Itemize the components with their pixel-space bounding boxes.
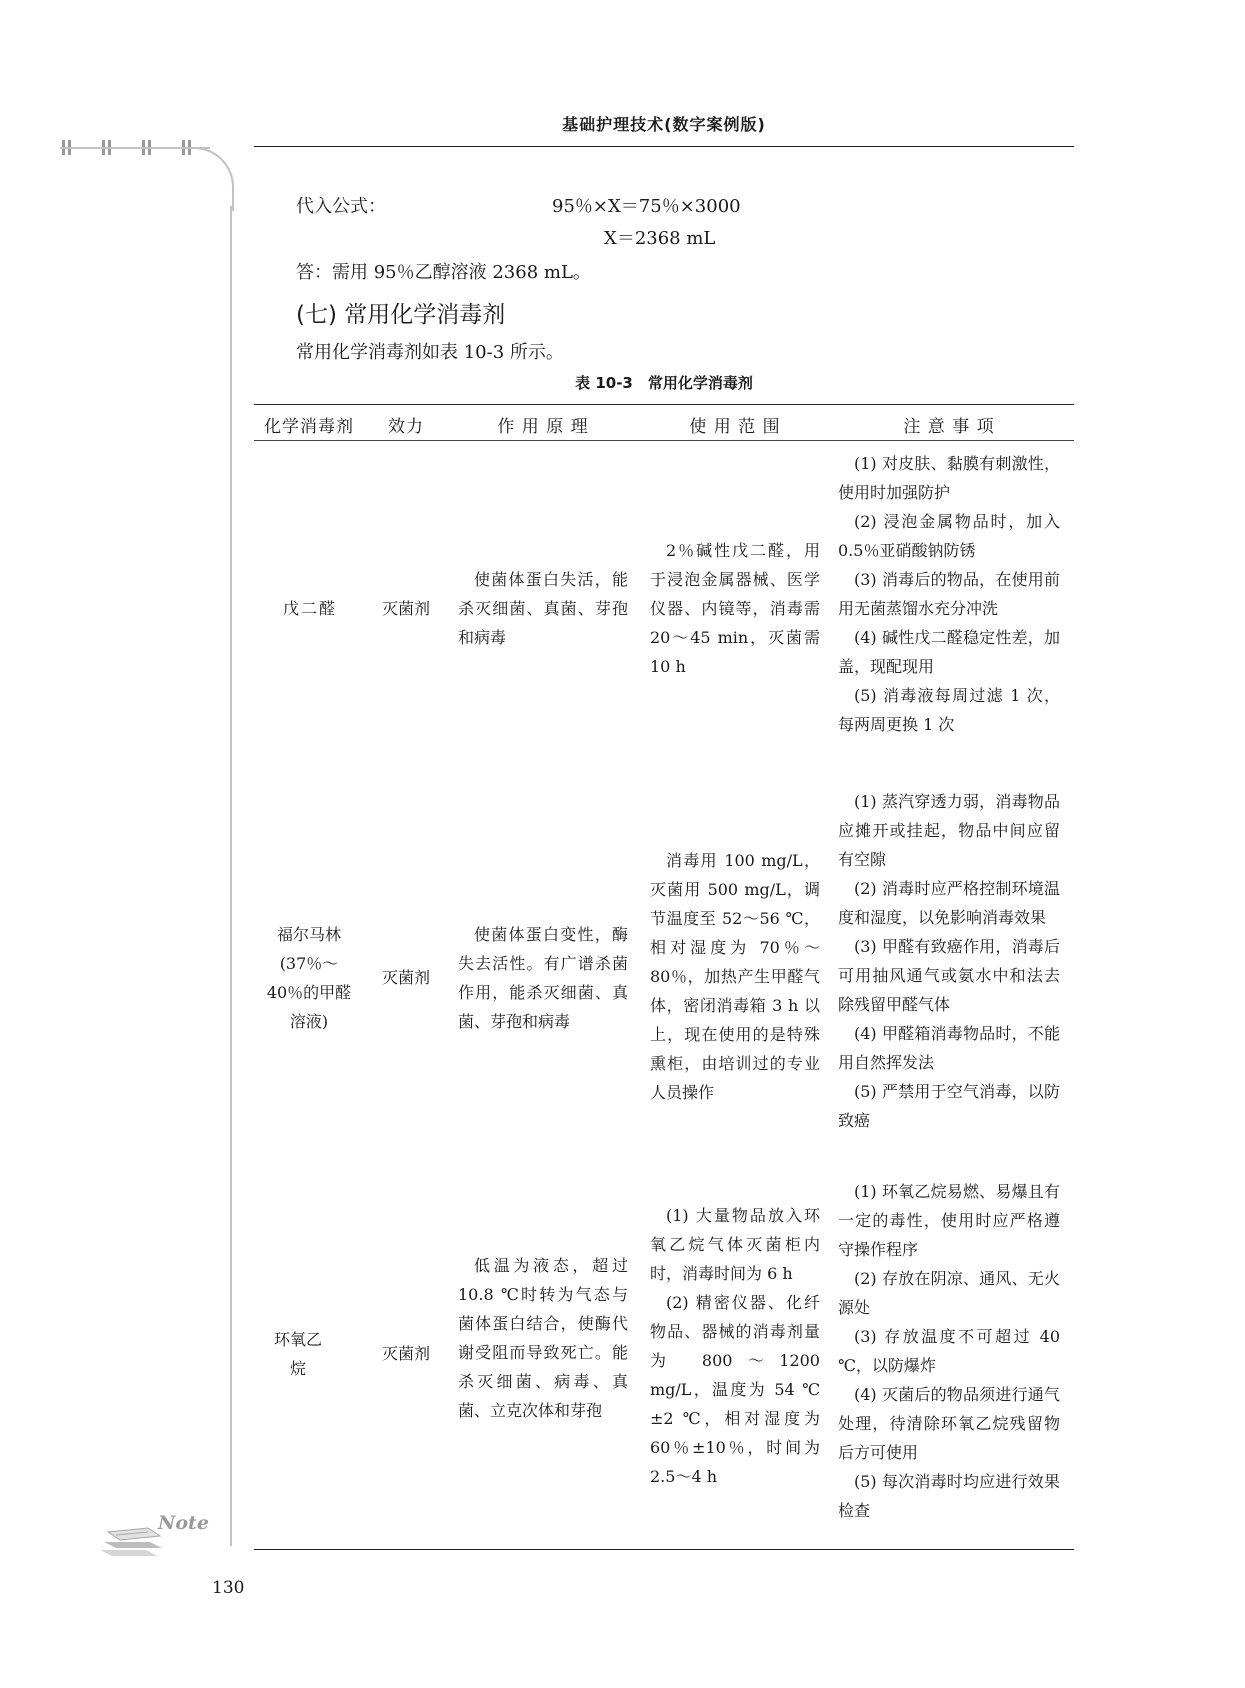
table-header-rule — [254, 440, 1074, 441]
note-label: Note — [158, 1512, 209, 1534]
scope-paragraph: 消毒用 100 mg/L，灭菌用 500 mg/L，调节温度至 52～56 ℃，相对湿度为 70％～80％，加热产生甲醛气体，密闭消毒箱 3 h 以上，现在使用的是特殊熏柜，由培训过的专业人员操作 — [650, 851, 820, 1102]
table-cell-efficacy: 灭菌剂 — [381, 599, 430, 618]
book-title: 基础护理技术(数字案例版) — [562, 115, 766, 134]
column-header-disinfectant: 化学消毒剂 — [264, 417, 354, 437]
column-header-efficacy: 效力 — [388, 417, 424, 437]
section-heading: (七) 常用化学消毒剂 — [296, 302, 506, 328]
header-rule — [254, 146, 1074, 147]
table-cell-scope — [650, 536, 820, 681]
table-top-rule — [254, 404, 1074, 405]
note-item: (2) 浸泡金属物品时，加入 0.5％亚硝酸钠防锈 — [838, 512, 1060, 560]
note-item: (3) 存放温度不可超过 40 ℃，以防爆炸 — [838, 1327, 1060, 1375]
decorative-arc — [190, 147, 234, 211]
note-item: (5) 严禁用于空气消毒，以防致癌 — [838, 1082, 1060, 1130]
note-item: (3) 甲醛有致癌作用，消毒后可用抽风通气或氨水中和法去除残留甲醛气体 — [838, 937, 1060, 1014]
note-item: (5) 消毒液每周过滤 1 次，每两周更换 1 次 — [838, 686, 1060, 734]
column-header-scope: 使 用 范 围 — [689, 417, 781, 437]
note-item: (1) 对皮肤、黏膜有刺激性，使用时加强防护 — [838, 454, 1060, 502]
note-item: (4) 甲醛箱消毒物品时，不能用自然挥发法 — [838, 1024, 1060, 1072]
note-item: (1) 蒸汽穿透力弱，消毒物品应摊开或挂起，物品中间应留有空隙 — [838, 792, 1060, 869]
table-cell-notes — [838, 449, 1060, 739]
table-cell-name: 环氧乙烷 — [273, 1330, 322, 1378]
table-cell-efficacy: 灭菌剂 — [381, 968, 430, 987]
principle-text: 低温为液态，超过 10.8 ℃时转为气态与菌体蛋白结合，使酶代谢受阻而导致死亡。能杀灭细菌、病毒、真菌、立克次体和芽孢 — [458, 1256, 628, 1420]
table-caption: 表 10-3 常用化学消毒剂 — [575, 374, 753, 392]
note-item: (4) 灭菌后的物品须进行通气处理，待清除环氧乙烷残留物后方可使用 — [838, 1385, 1060, 1462]
note-item: (2) 消毒时应严格控制环境温度和湿度，以免影响消毒效果 — [838, 879, 1060, 927]
scope-paragraph: (2) 精密仪器、化纤物品、器械的消毒剂量为 800～1200 mg/L，温度为 54 ℃±2 ℃，相对湿度为 60％±10％，时间为 2.5～4 h — [650, 1293, 820, 1486]
table-cell-principle — [458, 1251, 628, 1425]
note-item: (3) 消毒后的物品，在使用前用无菌蒸馏水充分冲洗 — [838, 570, 1060, 618]
note-item: (1) 环氧乙烷易燃、易爆且有一定的毒性，使用时应严格遵守操作程序 — [838, 1182, 1060, 1259]
answer-text: 答：需用 95％乙醇溶液 2368 mL。 — [296, 262, 591, 283]
formula-line-1: 95％×X＝75％×3000 — [552, 196, 741, 217]
note-item: (2) 存放在阴凉、通风、无火源处 — [838, 1269, 1060, 1317]
page-number: 130 — [212, 1578, 245, 1598]
scope-paragraph: (1) 大量物品放入环氧乙烷气体灭菌柜内时，消毒时间为 6 h — [650, 1206, 820, 1283]
table-cell-scope — [650, 1201, 820, 1491]
principle-text: 使菌体蛋白失活，能杀灭细菌、真菌、芽孢和病毒 — [458, 570, 628, 647]
column-header-notes: 注 意 事 项 — [903, 417, 995, 437]
scope-paragraph: 2％碱性戊二醛，用于浸泡金属器械、医学仪器、内镜等，消毒需 20～45 min，灭菌需 10 h — [650, 541, 820, 676]
table-cell-principle — [458, 565, 628, 652]
note-item: (5) 每次消毒时均应进行效果检查 — [838, 1472, 1060, 1520]
decorative-line — [60, 147, 210, 149]
table-bottom-rule — [254, 1549, 1074, 1550]
column-header-principle: 作 用 原 理 — [497, 417, 589, 437]
margin-line — [230, 206, 232, 1546]
formula-line-2: X＝2368 mL — [604, 228, 716, 249]
table-cell-efficacy: 灭菌剂 — [381, 1344, 430, 1363]
table-cell-notes — [838, 787, 1060, 1135]
table-cell-name: 戊二醛 — [282, 599, 337, 618]
formula-label: 代入公式： — [296, 196, 386, 217]
principle-text: 使菌体蛋白变性，酶失去活性。有广谱杀菌作用，能杀灭细菌、真菌、芽孢和病毒 — [458, 925, 628, 1031]
intro-text: 常用化学消毒剂如表 10-3 所示。 — [296, 342, 564, 363]
table-cell-scope — [650, 846, 820, 1107]
table-cell-name: 福尔马林(37％～40％的甲醛溶液) — [266, 925, 352, 1031]
table-cell-principle — [458, 920, 628, 1036]
table-cell-notes — [838, 1177, 1060, 1525]
note-item: (4) 碱性戊二醛稳定性差，加盖，现配现用 — [838, 628, 1060, 676]
